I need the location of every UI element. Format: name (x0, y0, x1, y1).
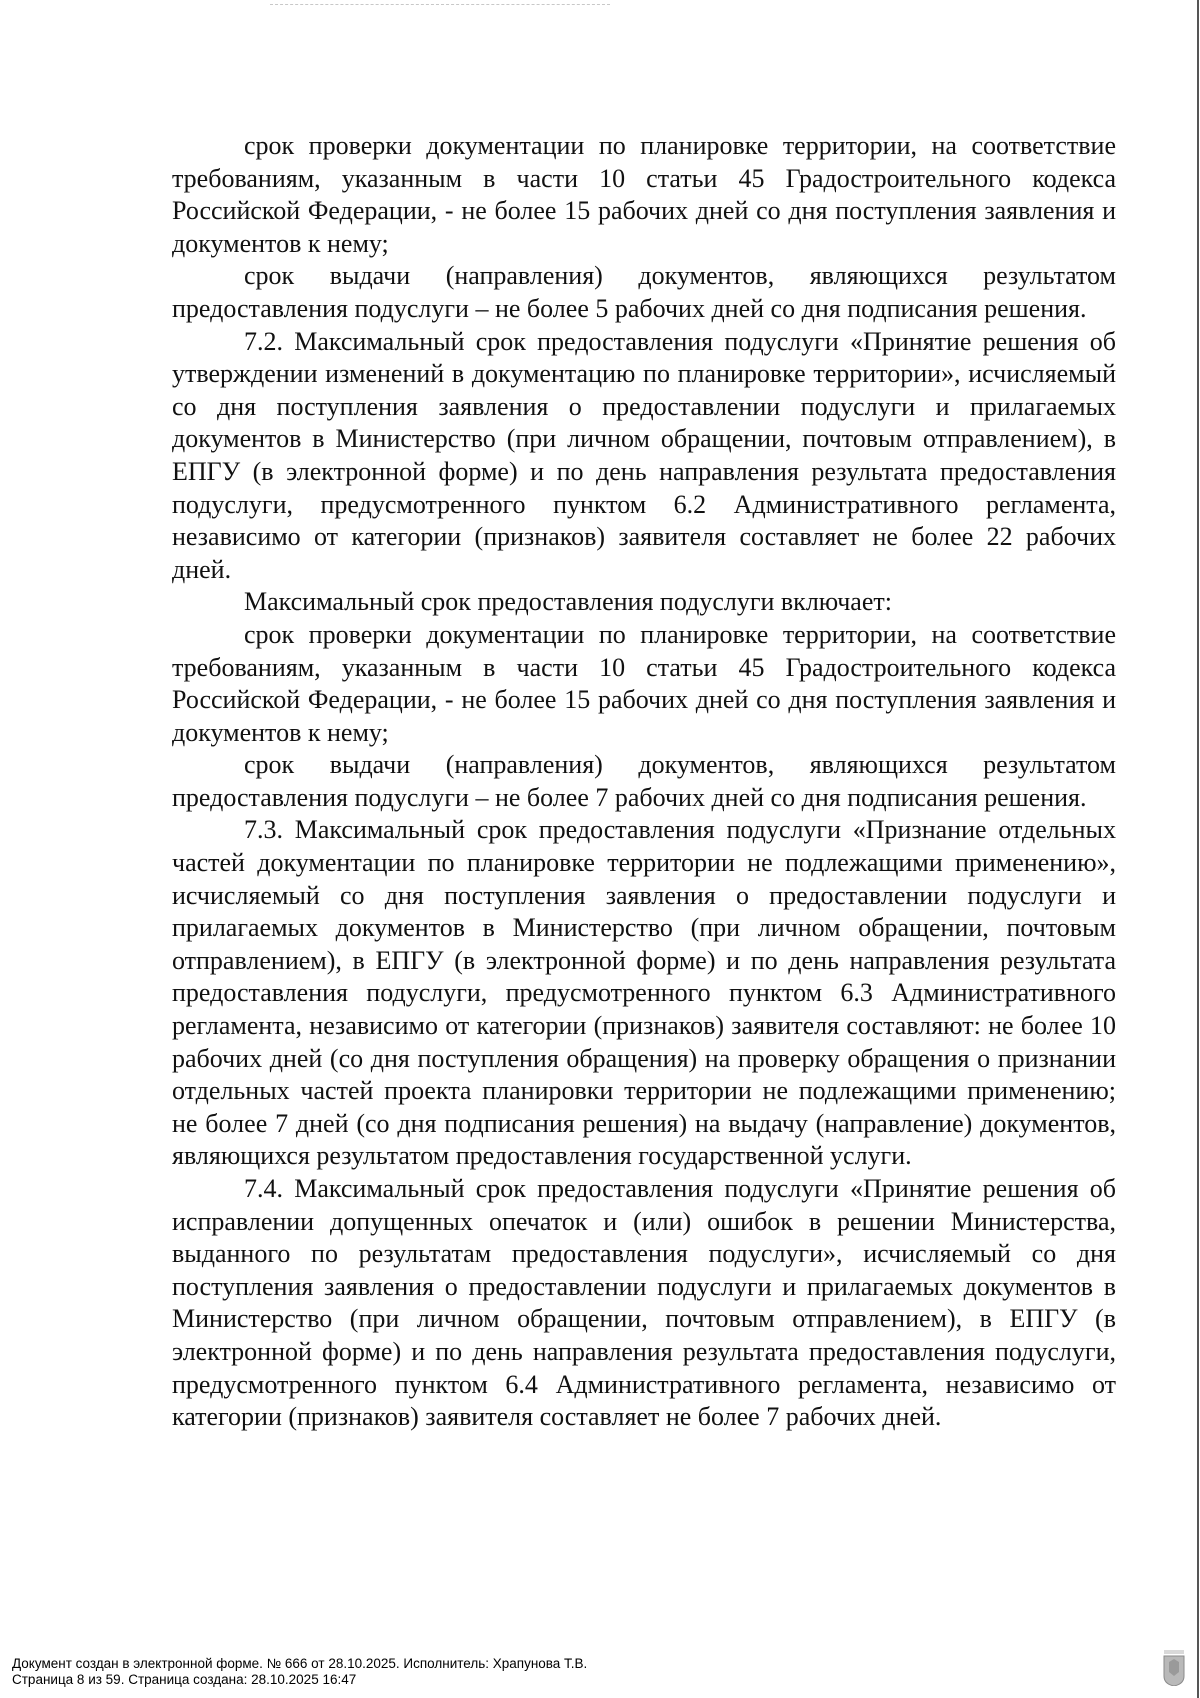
paragraph: 7.4. Максимальный срок предоставления подуслуги «Принятие решения об исправлении допущенных опечаток и (или) ошибок в решении Министерства, выданного по результатам предоставления подуслуги», исчисляемый со дня поступления заявления о предоставлении подуслуги и прилагаемых документов в Министерство (при личном обращении, почтовым отправлением), в ЕПГУ (в электронной форме) и по день направления результата предоставления подуслуги, предусмотренного пунктом 6.4 Административного регламента, независимо от категории (признаков) заявителя составляет не более 7 рабочих дней. (172, 1174, 1116, 1432)
paragraph: 7.3. Максимальный срок предоставления подуслуги «Признание отдельных частей документации по планировке территории не подлежащими применению», исчисляемый со дня поступления заявления о предоставлении подуслуги и прилагаемых документов в Министерство (при личном обращении, почтовым отправлением), в ЕПГУ (в электронной форме) и по день направления результата предоставления подуслуги, предусмотренного пунктом 6.3 Административного регламента, независимо от категории (признаков) заявителя составляют: не более 10 рабочих дней (со дня поступления обращения) на проверку обращения о признании отдельных частей проекта планировки территории не подлежащими применению; не более 7 дней (со дня подписания решения) на выдачу (направление) документов, являющихся результатом предоставления государственной услуги. (172, 815, 1116, 1171)
paragraph: срок выдачи (направления) документов, являющихся результатом предоставления подуслуги – не более 7 рабочих дней со дня подписания решения. (172, 750, 1116, 812)
footer-document-info: Документ создан в электронной форме. № 666 от 28.10.2025. Исполнитель: Храпунова Т.В. (12, 1656, 588, 1671)
page-footer (12, 1656, 587, 1688)
paragraph: срок проверки документации по планировке территории, на соответствие требованиям, указанным в части 10 статьи 45 Градостроительного кодекса Российской Федерации, - не более 15 рабочих дней со дня поступления заявления и документов к нему; (172, 131, 1116, 258)
document-body (172, 130, 1116, 1434)
paragraph: Максимальный срок предоставления подуслуги включает: (244, 587, 892, 617)
paragraph: 7.2. Максимальный срок предоставления подуслуги «Принятие решения об утверждении изменений в документацию по планировке территории», исчисляемый со дня поступления заявления о предоставлении подуслуги и прилагаемых документов в Министерство (при личном обращении, почтовым отправлением), в ЕПГУ (в электронной форме) и по день направления результата предоставления подуслуги, предусмотренного пунктом 6.2 Административного регламента, независимо от категории (признаков) заявителя составляет не более 22 рабочих дней. (172, 326, 1116, 584)
paragraph: срок выдачи (направления) документов, являющихся результатом предоставления подуслуги – не более 5 рабочих дней со дня подписания решения. (172, 261, 1116, 323)
footer-page-info: Страница 8 из 59. Страница создана: 28.10.2025 16:47 (12, 1672, 357, 1687)
paragraph: срок проверки документации по планировке территории, на соответствие требованиям, указанным в части 10 статьи 45 Градостроительного кодекса Российской Федерации, - не более 15 рабочих дней со дня поступления заявления и документов к нему; (172, 619, 1116, 747)
coat-of-arms-icon (1162, 1650, 1186, 1686)
scan-artifact (270, 4, 610, 7)
